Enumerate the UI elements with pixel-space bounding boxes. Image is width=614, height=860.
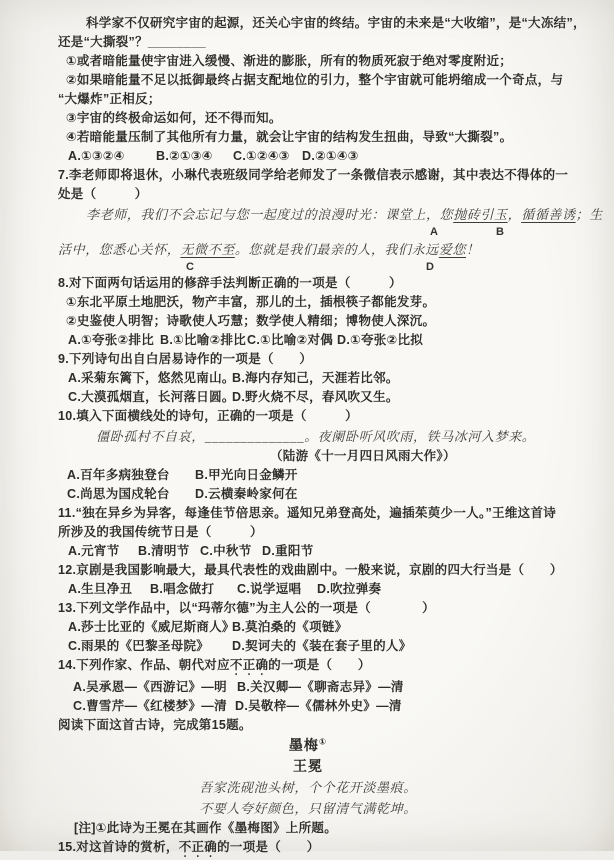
text-run: 墨梅: [288, 737, 319, 753]
underlined-phrase: 抛砖引玉: [453, 207, 508, 222]
text-line: 王冕: [293, 758, 323, 774]
text-line: 7.李老师即将退休，小琳代表班级同学给老师发了一条微信表示感谢，其中表达不得体的一: [58, 168, 569, 182]
option-c: C.说学逗唱: [237, 582, 302, 596]
option-row: [58, 485, 594, 504]
option-a: A.吴承恩—《西游记》—明: [73, 680, 227, 694]
text-line: 11.“独在异乡为异客，每逢佳节倍思亲。遥知兄弟登高处，遍插茱萸少一人。”王维这首诗: [58, 506, 557, 520]
option-row: [58, 678, 594, 697]
option-d: D.①夸张②比拟: [337, 333, 424, 347]
text-line: 吾家洗砚池头树，个个花开淡墨痕。: [199, 780, 417, 795]
text-line: 阅读下面这首古诗，完成第15题。: [58, 718, 252, 732]
answer-marker-row: [58, 260, 594, 274]
text-line: 所涉及的我国传统节日是（ ）: [58, 525, 263, 539]
option-a: A.①③②④: [68, 149, 125, 163]
text-line: 处是（ ）: [58, 187, 148, 201]
option-a: A.①夸张②排比: [68, 333, 155, 347]
underlined-phrase: 爱您: [438, 242, 467, 257]
option-b: B.清明节: [138, 544, 190, 558]
option-row: [58, 580, 594, 599]
text-line: 还是“大撕裂”？________: [58, 35, 206, 49]
text-run: ！: [466, 242, 480, 257]
option-c: C.雨果的《巴黎圣母院》: [68, 639, 210, 653]
option-a: A.元宵节: [68, 544, 120, 558]
footnote-superscript: ①: [318, 736, 328, 747]
text-line: 12.京剧是我国影响最大，最具代表性的戏曲剧中。一般来说，京剧的四大行当是（ ）: [58, 563, 563, 577]
text-line: ②史鉴使人明智；诗歌使人巧慧；数学使人精细；博物使人深沉。: [66, 314, 436, 328]
option-d: D.重阳节: [262, 544, 314, 558]
text-line: ①或者暗能量使宇宙进入缓慢、渐进的膨胀，所有的物质死寂于绝对零度附近；: [66, 54, 513, 68]
text-run: 的一项是（ ）: [217, 840, 320, 854]
text-line: ③宇宙的终极命运如何，还不得而知。: [66, 111, 282, 125]
text-line: 9.下列诗句出自白居易诗作的一项是（ ）: [58, 352, 313, 366]
dot-emphasized-text: 不正确: [229, 658, 269, 672]
text-line: （陆游《十一月四日风雨大作》）: [270, 449, 456, 463]
text-run: 的一项是（ ）: [268, 658, 371, 672]
dot-emphasized-text: 不正确: [178, 840, 218, 854]
text-line: [58, 656, 594, 678]
text-run: 李老师，我们不会忘记与您一起度过的浪漫时光：课堂上，您: [86, 207, 454, 222]
text-line: 13.下列文学作品中，以“玛蒂尔德”为主人公的一项是（ ）: [58, 601, 435, 615]
answer-marker-d: D: [426, 261, 435, 273]
option-c: C.曹雪芹—《红楼梦》—清: [73, 699, 227, 713]
text-run: 15.对这首诗的赏析，: [58, 840, 179, 854]
option-d: D.吴敬梓—《儒林外史》—清: [235, 699, 402, 713]
text-line: [58, 239, 594, 260]
option-row: [58, 388, 594, 407]
option-b: B.唱念做打: [150, 582, 215, 596]
option-b: B.莫泊桑的《项链》: [232, 620, 348, 634]
answer-marker-a: A: [430, 226, 439, 238]
option-b: B.②①③④: [156, 149, 213, 163]
exam-content: [58, 14, 603, 860]
option-c: C.①比喻②对偶: [247, 333, 334, 347]
option-d: D.吹拉弹奏: [317, 582, 382, 596]
text-line: ④若暗能量压制了其他所有力量，就会让宇宙的结构发生扭曲，导致“大撕裂”。: [66, 130, 513, 144]
option-c: C.中秋节: [200, 544, 252, 558]
option-row: [58, 466, 594, 485]
answer-marker-c: C: [186, 261, 195, 273]
text-line: 8.对下面两句话运用的修辞手法判断正确的一项是（ ）: [58, 276, 402, 290]
text-line: ②如果暗能量不足以抵御最终占据支配地位的引力，整个宇宙就可能坍缩成一个奇点，与: [66, 73, 564, 87]
answer-marker-row: [58, 225, 594, 239]
text-line: [注]①此诗为王冕在其画作《墨梅图》上所题。: [74, 821, 338, 835]
underlined-phrase: 无微不至: [180, 242, 235, 257]
text-run: 14.下列作家、作品、朝代对应: [58, 658, 230, 672]
option-b: B.①比喻②排比: [160, 333, 247, 347]
text-line: 僵卧孤村不自哀，______________。夜阑卧听风吹雨，铁马冰河入梦来。: [96, 429, 536, 444]
text-run: ，: [507, 207, 522, 222]
option-c: C.大漠孤烟直，长河落日圆。: [68, 390, 235, 404]
option-d: D.契诃夫的《装在套子里的人》: [232, 639, 412, 653]
option-row: [58, 697, 594, 716]
text-line: ①东北平原土地肥沃，物产丰富，那儿的土，插根筷子都能发芽。: [66, 295, 436, 309]
underlined-phrase: 循循善诱: [521, 207, 576, 222]
option-c: C.①②④③: [233, 149, 290, 163]
option-a: A.生旦净丑: [68, 582, 133, 596]
text-run: 。您就是我们最亲的人，我们永远: [234, 242, 439, 257]
text-line: [22, 735, 594, 756]
text-line: [58, 204, 603, 225]
option-row: [58, 369, 594, 388]
option-d: D.野火烧不尽，春风吹又生。: [232, 390, 399, 404]
text-line: 不要人夸好颜色，只留清气满乾坤。: [199, 801, 417, 816]
option-a: A.采菊东篱下，悠然见南山。: [68, 371, 235, 385]
option-b: B.甲光向日金鳞开: [195, 468, 298, 482]
option-row: [58, 147, 594, 166]
option-b: B.关汉卿—《聊斋志异》—清: [237, 680, 404, 694]
text-line: 科学家不仅研究宇宙的起源，还关心宇宙的终结。宇宙的未来是“大收缩”，是“大冻结”，: [86, 16, 586, 30]
text-run: ；生: [575, 207, 603, 222]
option-d: D.云横秦岭家何在: [195, 487, 298, 501]
answer-marker-b: B: [496, 226, 505, 238]
text-line: 10.填入下面横线处的诗句，正确的一项是（ ）: [58, 409, 358, 423]
option-c: C.尚思为国戍轮台: [67, 487, 170, 501]
option-a: A.莎士比亚的《威尼斯商人》: [68, 620, 235, 634]
text-line: [58, 838, 594, 860]
option-d: D.②①④③: [302, 149, 359, 163]
text-run: 活中，您悉心关怀，: [58, 242, 181, 257]
text-line: “大爆炸”正相反；: [58, 92, 161, 106]
option-row: [58, 542, 594, 561]
option-row: [58, 618, 594, 637]
option-b: B.海内存知己，天涯若比邻。: [232, 371, 399, 385]
option-row: [58, 637, 594, 656]
option-a: A.百年多病独登台: [67, 468, 170, 482]
option-row: [58, 331, 594, 350]
